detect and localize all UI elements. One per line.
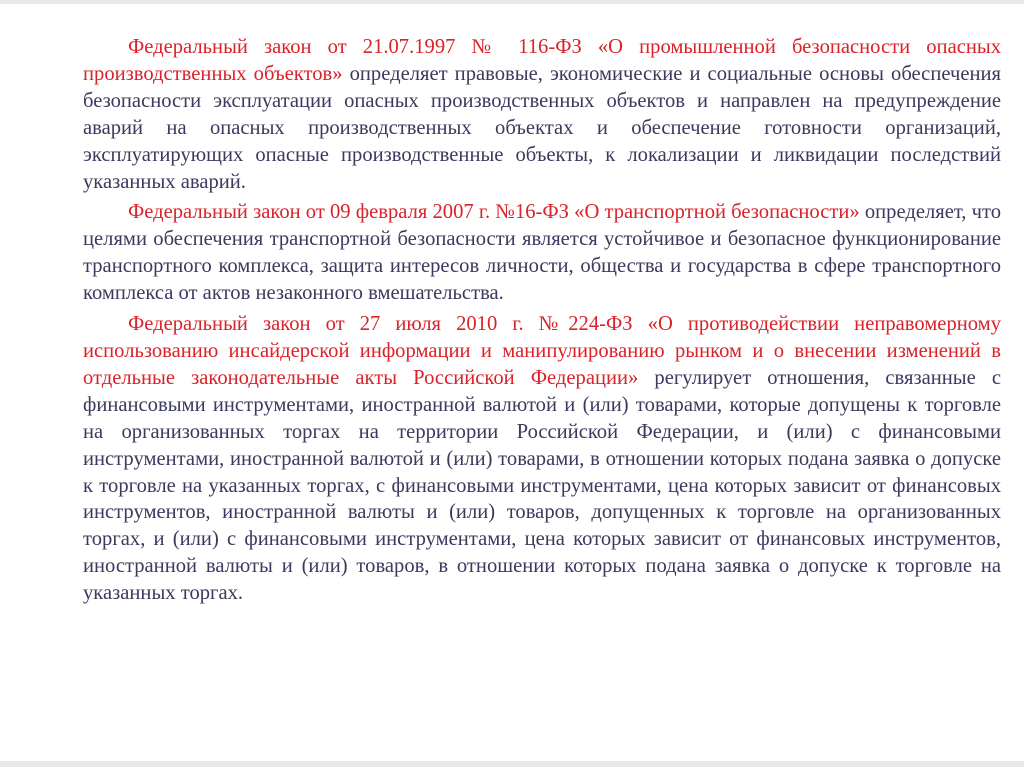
law-title-insider-information: Федеральный закон от 27 июля 2010 г. №224-ФЗ «О противодействии неправомерному использованию инсайдерской информации и манипулированию рынком и о внесении изменений в отдельные законодательные акты Российской Федерации» xyxy=(83,313,1001,389)
law-description-industrial-safety: определяет правовые, экономические и социальные основы обеспечения безопасности эксплуатации опасных производственных объектов и направлен на предупреждение аварий на опасных производственных объектах и обеспечение готовности организаций, эксплуатирующих опасные производственные объекты, к локализации и ликвидации последствий указанных аварий. xyxy=(83,62,1001,193)
law-title-transport-safety: Федеральный закон от 09 февраля 2007 г. №16-ФЗ «О транспортной безопасности» xyxy=(128,201,860,224)
paragraph-transport-safety-law xyxy=(83,199,1001,307)
slide-text-body xyxy=(83,34,1001,611)
paragraph-industrial-safety-law xyxy=(83,34,1001,195)
law-title-industrial-safety: Федеральный закон от 21.07.1997 № 116-ФЗ «О промышленной безопасности опасных производственных объектов» xyxy=(83,36,1001,85)
law-description-insider-information: регулирует отношения, связанные с финансовыми инструментами, иностранной валютой и (или) товарами, которые допущены к торговле на организованных торгах на территории Российской Федерации, и (или) с финансовыми инструментами, иностранной валютой и (или) товарами, в отношении которых подана заявка о допуске к торговле на указанных торгах, с финансовыми инструментами, цена которых зависит от финансовых инструментов, иностранной валюты и (или) товаров, допущенных к торговле на организованных торгах, и (или) с финансовыми инструментами, цена которых зависит от финансовых инструментов, иностранной валюты и (или) товаров, в отношении которых подана заявка о допуске к торговле на указанных торгах. xyxy=(83,366,1001,605)
paragraph-insider-information-law xyxy=(83,311,1001,607)
slide-bottom-border xyxy=(0,761,1024,767)
law-description-transport-safety: определяет, что целями обеспечения транспортной безопасности является устойчивое и безопасное функционирование транспортного комплекса, защита интересов личности, общества и государства в сфере транспортного комплекса от актов незаконного вмешательства. xyxy=(83,201,1001,305)
slide-top-border xyxy=(0,0,1024,4)
